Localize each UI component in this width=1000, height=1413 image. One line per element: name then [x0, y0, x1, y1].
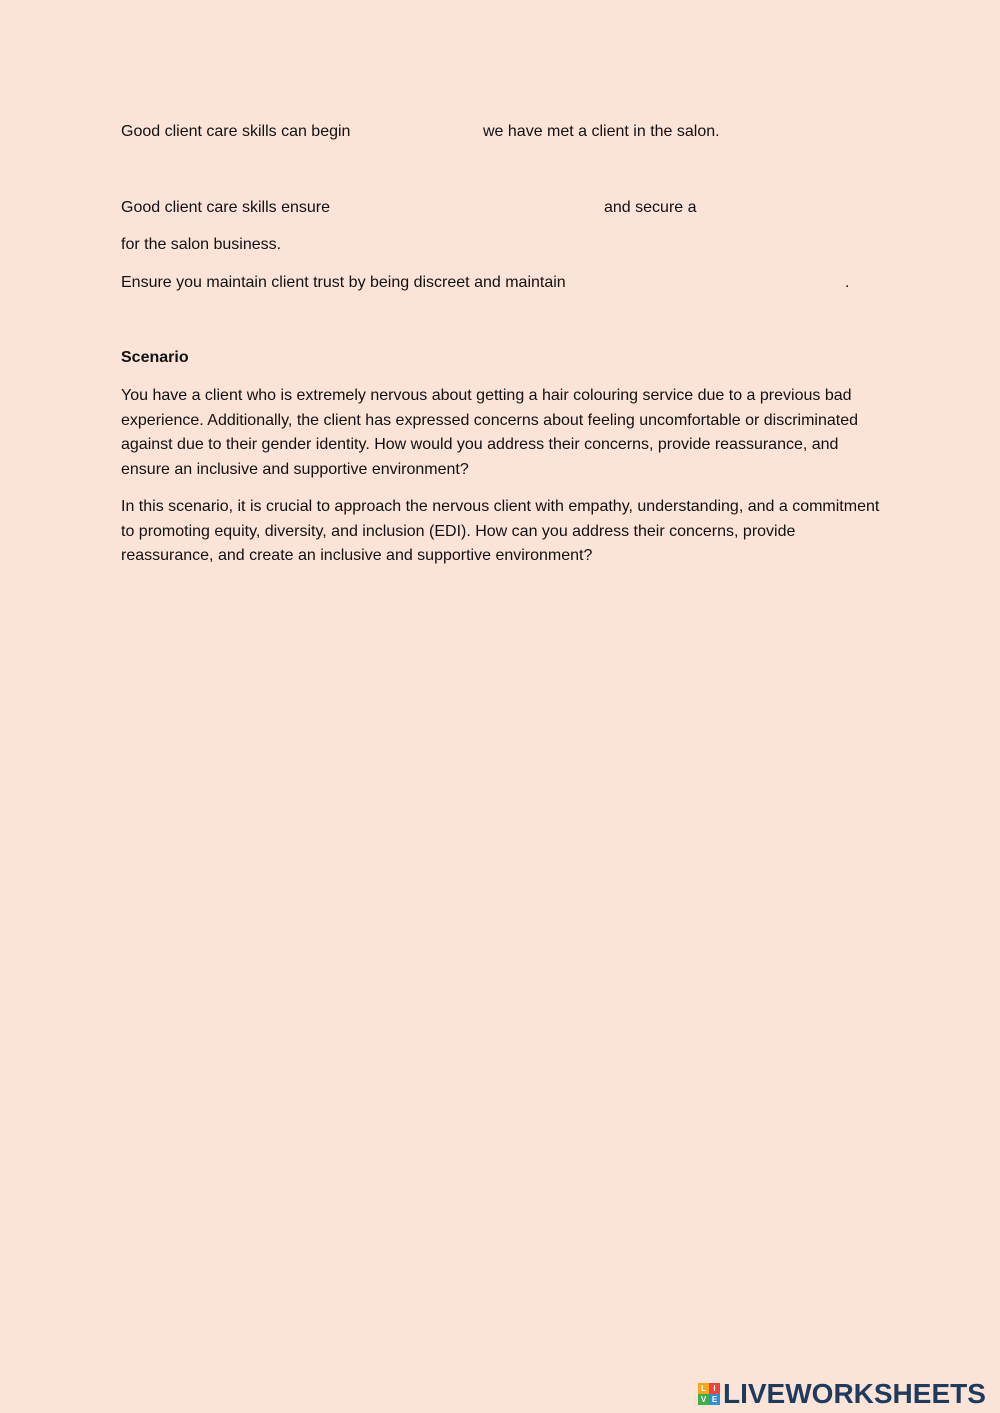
scenario-paragraph-1: You have a client who is extremely nervous about getting a hair colouring service due to a previous bad experience. Additionally, the client has expressed concerns about feeling uncomfortable or discriminated against due to their gender identity. How would you address their concerns, provide reassurance, and ensure an inclusive and supportive environment?	[121, 387, 859, 478]
fill-line-1-after: we have met a client in the salon.	[483, 123, 720, 140]
logo-text: LIVEWORKSHEETS	[723, 1378, 986, 1409]
scenario-heading: Scenario	[121, 349, 189, 366]
logo-mark-icon	[698, 1383, 720, 1405]
fill-line-2-before: Good client care skills ensure	[121, 199, 330, 216]
fill-line-3-text: for the salon business.	[121, 236, 282, 253]
fill-line-4-after: .	[845, 274, 850, 291]
fill-line-4-before: Ensure you maintain client trust by being discreet and maintain	[121, 274, 566, 291]
scenario-paragraph-2: In this scenario, it is crucial to approach the nervous client with empathy, understanding, and a commitment to promoting equity, diversity, and inclusion (EDI). How can you address their concerns, provide reassurance, and create an inclusive and supportive environment?	[121, 498, 880, 564]
logo-mark-i: I	[709, 1383, 720, 1394]
logo-mark-v: V	[698, 1394, 709, 1405]
liveworksheets-logo	[698, 1377, 986, 1411]
logo-mark-l: L	[698, 1383, 709, 1394]
fill-line-1-before: Good client care skills can begin	[121, 123, 351, 140]
fill-line-2-after: and secure a	[604, 199, 697, 216]
logo-mark-e: E	[709, 1394, 720, 1405]
